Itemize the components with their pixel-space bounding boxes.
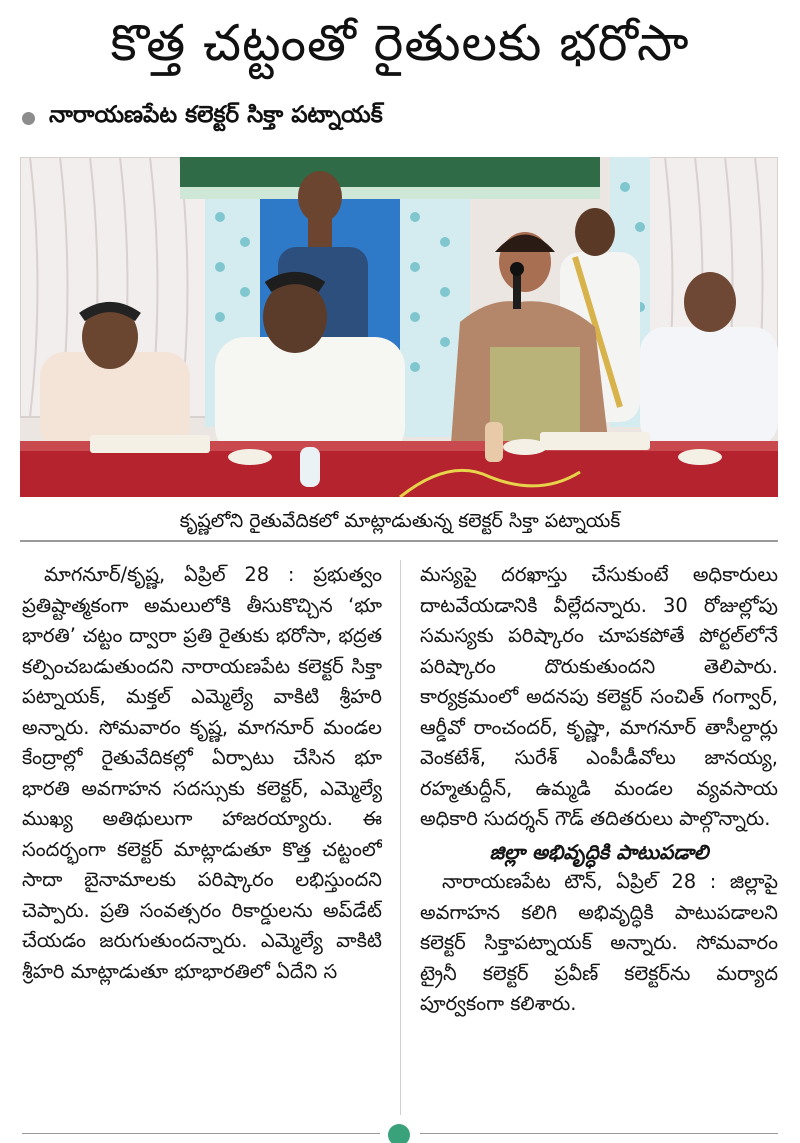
subheadline-row <box>22 100 383 136</box>
article-headline: కొత్త చట్టంతో రైతులకు భరోసా <box>110 14 690 72</box>
article-column-right <box>420 560 778 1120</box>
bullet-icon <box>22 112 35 125</box>
news-photo <box>20 157 778 497</box>
column-divider <box>400 560 401 1115</box>
article-subheadline: నారాయణపేట కలెక్టర్ సిక్తా పట్నాయక్ <box>49 102 383 128</box>
photo-caption: కృష్ణలోని రైతువేదికలో మాట్లాడుతున్న కలెక్టర్ సిక్తా పట్నాయక్ <box>179 510 621 532</box>
bottom-rule-right <box>420 1133 778 1134</box>
section-subhead: జిల్లా అభివృద్ధికి పాటుపడాలి <box>489 839 709 864</box>
article-column-left <box>22 560 382 1120</box>
article-paragraph: మస్యపై దరఖాస్తు చేసుకుంటే అధికారులు దాటవేయడానికి వీల్లేదన్నారు. 30 రోజుల్లోపు సమస్యకు పరిష్కారం చూపకపోతే పోర్టల్‌లోనే పరిష్కారం దొరుకుతుందని తెలిపారు. కార్యక్రమంలో అదనపు కలెక్టర్ సంచిత్ గంగ్వార్, ఆర్డీవో రాంచందర్, కృష్ణా, మాగనూర్ తాసీల్దార్లు వెంకటేశ్, సురేశ్ ఎంపీడీవోలు జానయ్య, రహ్మతుద్దీన్, ఉమ్మడి మండల వ్యవసాయ అధికారి సుదర్శన్ గౌడ్ తదితరులు పాల్గొన్నారు. <box>420 563 778 830</box>
article-paragraph: నారాయణపేట టౌన్, ఏప్రిల్ 28 : జిల్లాపై అవగాహన కలిగి అభివృద్ధికి పాటుపడాలని కలెక్టర్ సిక్తాపట్నాయక్ అన్నారు. సోమవారం ట్రైనీ కలెక్టర్ ప్రవీణ్ కలెక్టర్‌ను మర్యాద పూర్వకంగా కలిశారు. <box>420 870 778 1015</box>
caption-divider <box>20 540 778 542</box>
bottom-rule-left <box>22 1133 380 1134</box>
section-end-marker-icon <box>388 1124 410 1143</box>
article-paragraph: మాగనూర్/కృష్ణ, ఏప్రిల్ 28 : ప్రభుత్వం ప్రతిష్టాత్మకంగా అమలులోకి తీసుకొచ్చిన ‘భూ భారతి’ చట్టం ద్వారా ప్రతి రైతుకు భరోసా, భద్రత కల్పించబడుతుందని నారాయణపేట కలెక్టర్ సిక్తా పట్నాయక్, మక్తల్ ఎమ్మెల్యే వాకిటి శ్రీహరి అన్నారు. సోమవారం కృష్ణ, మాగనూర్ మండల కేంద్రాల్లో రైతువేదికల్లో ఏర్పాటు చేసిన భూ భారతి అవగాహన సదస్సుకు కలెక్టర్, ఎమ్మెల్యే ముఖ్య అతిథులుగా హాజరయ్యారు. ఈ సందర్భంగా కలెక్టర్ మాట్లాడుతూ కొత్త చట్టంలో సాదా బైనామాలకు పరిష్కారం లభిస్తుందని చెప్పారు. ప్రతి సంవత్సరం రికార్డులను అప్‌డేట్ చేయడం జరుగుతుందన్నారు. ఎమ్మెల్యే వాకిటి శ్రీహరి మాట్లాడుతూ భూభారతిలో ఏదేని స <box>22 563 382 983</box>
